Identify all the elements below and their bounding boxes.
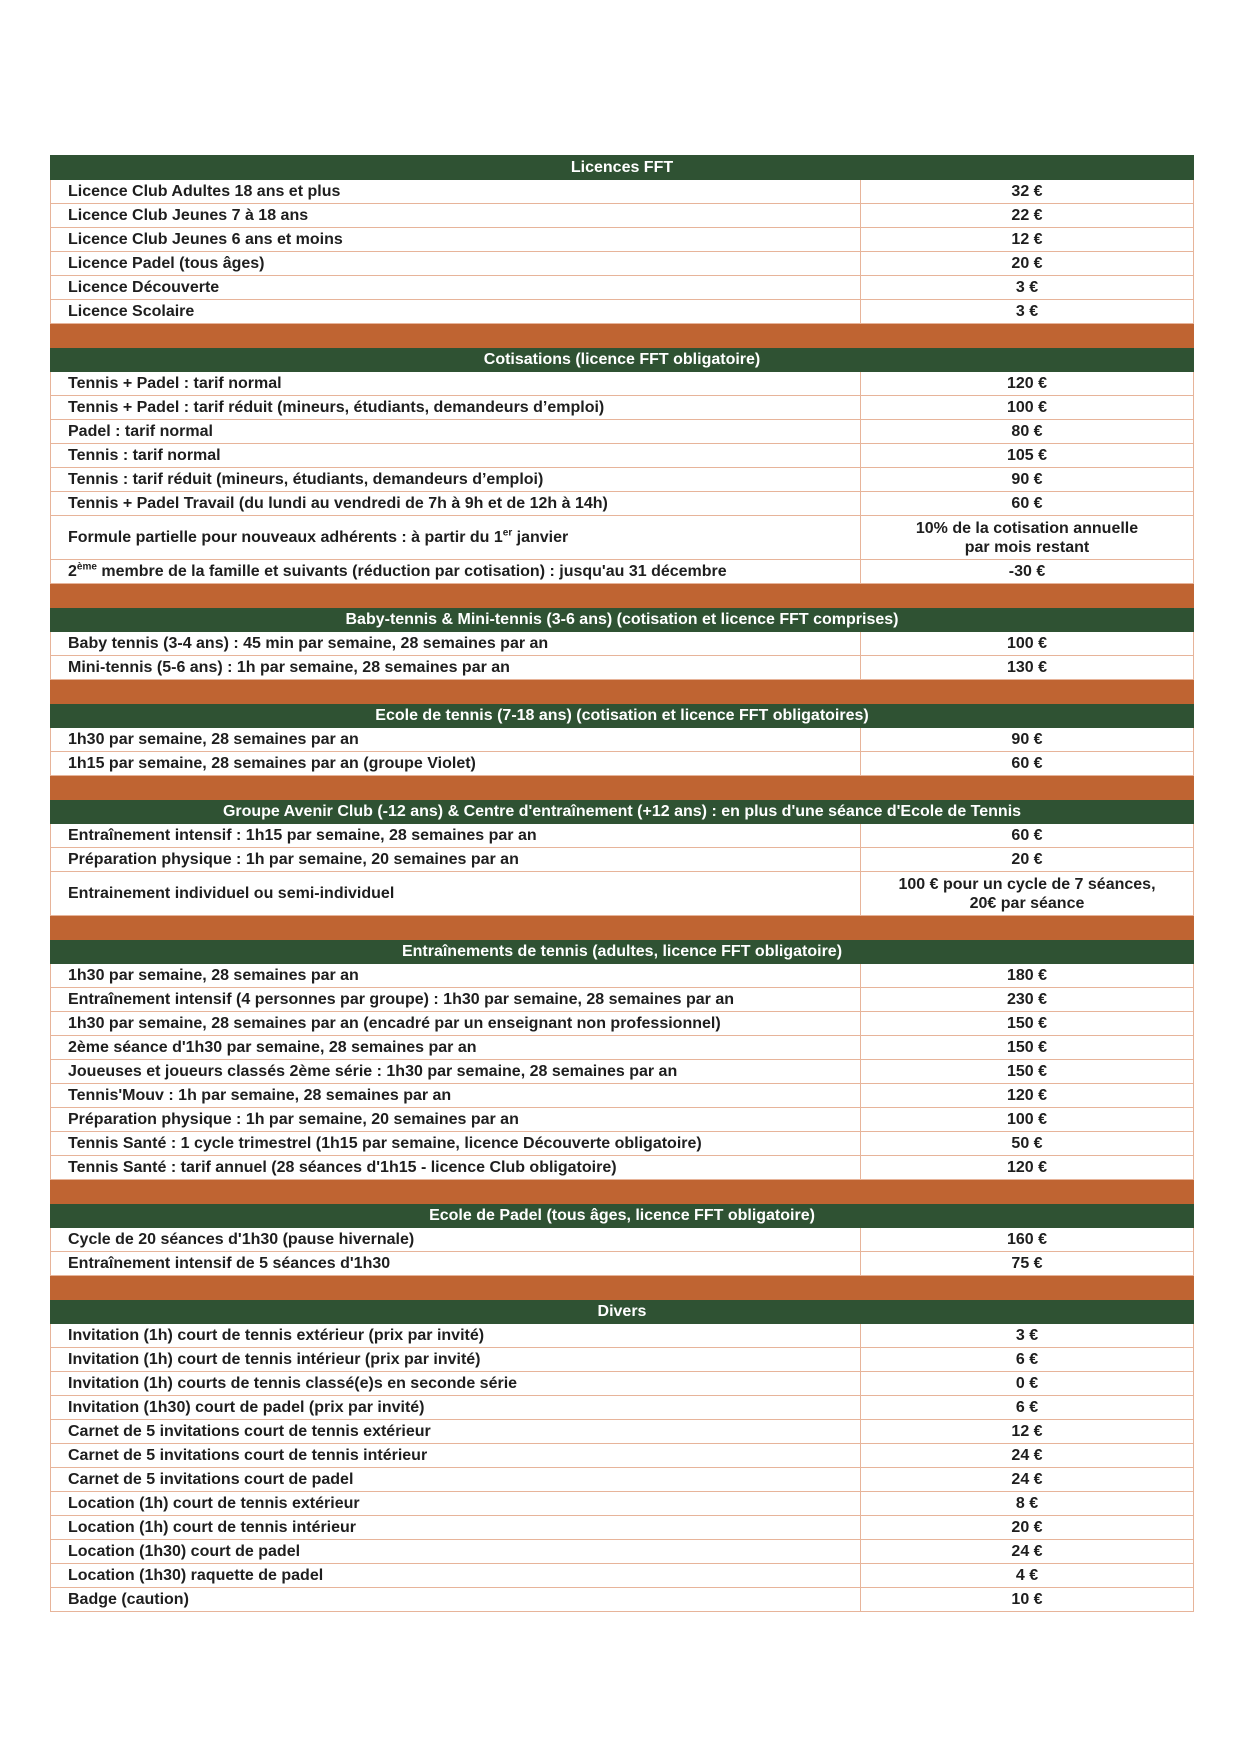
- row-price: 150 €: [861, 1060, 1194, 1084]
- row-price: 3 €: [861, 300, 1194, 324]
- row-price: 120 €: [861, 372, 1194, 396]
- row-price: 24 €: [861, 1540, 1194, 1564]
- row-price: 24 €: [861, 1444, 1194, 1468]
- row-label: Joueuses et joueurs classés 2ème série : 1h30 par semaine, 28 semaines par an: [51, 1060, 861, 1084]
- section-title: Cotisations (licence FFT obligatoire): [51, 348, 1194, 372]
- row-label: Licence Club Jeunes 7 à 18 ans: [51, 204, 861, 228]
- row-price: 6 €: [861, 1396, 1194, 1420]
- row-price: 105 €: [861, 444, 1194, 468]
- price-row: [51, 1156, 1194, 1180]
- row-price: 4 €: [861, 1564, 1194, 1588]
- row-price: [861, 872, 1194, 916]
- separator-cell: [51, 1276, 1194, 1300]
- row-price: 3 €: [861, 1324, 1194, 1348]
- row-label: [51, 516, 861, 560]
- row-price: 90 €: [861, 728, 1194, 752]
- row-label: Entraînement intensif de 5 séances d'1h30: [51, 1252, 861, 1276]
- section-separator: [51, 916, 1194, 940]
- row-price: 160 €: [861, 1228, 1194, 1252]
- price-row: [51, 1396, 1194, 1420]
- price-row: [51, 444, 1194, 468]
- row-label: Padel : tarif normal: [51, 420, 861, 444]
- separator-cell: [51, 680, 1194, 704]
- price-row: [51, 728, 1194, 752]
- section-separator: [51, 680, 1194, 704]
- row-label: 1h30 par semaine, 28 semaines par an: [51, 964, 861, 988]
- section-separator: [51, 584, 1194, 608]
- price-row: [51, 372, 1194, 396]
- price-row: [51, 1228, 1194, 1252]
- row-price: 20 €: [861, 848, 1194, 872]
- row-price: 6 €: [861, 1348, 1194, 1372]
- price-row: [51, 1108, 1194, 1132]
- row-label: Location (1h) court de tennis intérieur: [51, 1516, 861, 1540]
- row-price: 12 €: [861, 228, 1194, 252]
- price-row: [51, 300, 1194, 324]
- row-price: 10 €: [861, 1588, 1194, 1612]
- section-header: [51, 1300, 1194, 1324]
- row-label: Tennis + Padel Travail (du lundi au vendredi de 7h à 9h et de 12h à 14h): [51, 492, 861, 516]
- row-price: [861, 516, 1194, 560]
- row-label: Invitation (1h) courts de tennis classé(e)s en seconde série: [51, 1372, 861, 1396]
- label-superscript: er: [502, 527, 513, 539]
- row-label: Mini-tennis (5-6 ans) : 1h par semaine, 28 semaines par an: [51, 656, 861, 680]
- row-price: 150 €: [861, 1012, 1194, 1036]
- row-label: Licence Padel (tous âges): [51, 252, 861, 276]
- row-label: Tennis Santé : tarif annuel (28 séances d'1h15 - licence Club obligatoire): [51, 1156, 861, 1180]
- row-label: Préparation physique : 1h par semaine, 20 semaines par an: [51, 1108, 861, 1132]
- row-label: Tennis + Padel : tarif normal: [51, 372, 861, 396]
- row-label: 2ème séance d'1h30 par semaine, 28 semaines par an: [51, 1036, 861, 1060]
- price-line: 100 € pour un cycle de 7 séances,: [898, 875, 1156, 893]
- row-price: 150 €: [861, 1036, 1194, 1060]
- price-row: [51, 204, 1194, 228]
- row-price: 230 €: [861, 988, 1194, 1012]
- row-label: Carnet de 5 invitations court de tennis extérieur: [51, 1420, 861, 1444]
- price-row: [51, 1564, 1194, 1588]
- price-row: [51, 872, 1194, 916]
- price-line: 10% de la cotisation annuelle: [915, 519, 1139, 537]
- row-label: Entrainement individuel ou semi-individuel: [51, 872, 861, 916]
- price-row: [51, 516, 1194, 560]
- row-label: Location (1h30) raquette de padel: [51, 1564, 861, 1588]
- row-price: 60 €: [861, 824, 1194, 848]
- section-separator: [51, 1276, 1194, 1300]
- row-price: -30 €: [861, 560, 1194, 584]
- row-price: 130 €: [861, 656, 1194, 680]
- row-price: 90 €: [861, 468, 1194, 492]
- price-row: [51, 180, 1194, 204]
- row-label: Cycle de 20 séances d'1h30 (pause hivernale): [51, 1228, 861, 1252]
- price-row: [51, 848, 1194, 872]
- section-title: Groupe Avenir Club (-12 ans) & Centre d'entraînement (+12 ans) : en plus d'une séance d'Ecole de Tennis: [51, 800, 1194, 824]
- row-price: 32 €: [861, 180, 1194, 204]
- row-price: 60 €: [861, 752, 1194, 776]
- row-label: Location (1h30) court de padel: [51, 1540, 861, 1564]
- row-price: 60 €: [861, 492, 1194, 516]
- label-text: janvier: [512, 529, 569, 546]
- section-separator: [51, 324, 1194, 348]
- section-title: Entraînements de tennis (adultes, licence FFT obligatoire): [51, 940, 1194, 964]
- price-row: [51, 252, 1194, 276]
- row-label: Baby tennis (3-4 ans) : 45 min par semaine, 28 semaines par an: [51, 632, 861, 656]
- price-row: [51, 1252, 1194, 1276]
- separator-cell: [51, 324, 1194, 348]
- section-header: [51, 940, 1194, 964]
- price-row: [51, 964, 1194, 988]
- price-row: [51, 1324, 1194, 1348]
- row-price: 12 €: [861, 1420, 1194, 1444]
- separator-cell: [51, 776, 1194, 800]
- price-row: [51, 1012, 1194, 1036]
- row-label: 1h30 par semaine, 28 semaines par an (encadré par un enseignant non professionnel): [51, 1012, 861, 1036]
- price-row: [51, 656, 1194, 680]
- section-title: Baby-tennis & Mini-tennis (3-6 ans) (cotisation et licence FFT comprises): [51, 608, 1194, 632]
- price-line: 20€ par séance: [969, 894, 1085, 912]
- separator-cell: [51, 1180, 1194, 1204]
- section-header: [51, 1204, 1194, 1228]
- label-text: 2: [68, 563, 77, 580]
- price-row: [51, 1372, 1194, 1396]
- row-label: Invitation (1h30) court de padel (prix par invité): [51, 1396, 861, 1420]
- row-price: 180 €: [861, 964, 1194, 988]
- section-header: [51, 800, 1194, 824]
- row-price: 100 €: [861, 1108, 1194, 1132]
- price-row: [51, 492, 1194, 516]
- price-row: [51, 276, 1194, 300]
- row-label: Licence Scolaire: [51, 300, 861, 324]
- row-label: 1h30 par semaine, 28 semaines par an: [51, 728, 861, 752]
- row-label: [51, 560, 861, 584]
- row-price: 8 €: [861, 1492, 1194, 1516]
- row-price: 22 €: [861, 204, 1194, 228]
- row-price: 80 €: [861, 420, 1194, 444]
- section-title: Licences FFT: [51, 156, 1194, 180]
- row-label: Tennis : tarif réduit (mineurs, étudiants, demandeurs d’emploi): [51, 468, 861, 492]
- row-label: Invitation (1h) court de tennis intérieur (prix par invité): [51, 1348, 861, 1372]
- row-price: 100 €: [861, 632, 1194, 656]
- price-row: [51, 1492, 1194, 1516]
- row-label: Tennis'Mouv : 1h par semaine, 28 semaines par an: [51, 1084, 861, 1108]
- price-row: [51, 824, 1194, 848]
- price-row: [51, 1084, 1194, 1108]
- row-label: Licence Découverte: [51, 276, 861, 300]
- section-separator: [51, 776, 1194, 800]
- price-row: [51, 1132, 1194, 1156]
- price-table: [50, 155, 1194, 1612]
- price-row: [51, 1060, 1194, 1084]
- price-row: [51, 632, 1194, 656]
- row-label: Badge (caution): [51, 1588, 861, 1612]
- row-label: Tennis + Padel : tarif réduit (mineurs, étudiants, demandeurs d’emploi): [51, 396, 861, 420]
- row-price: 3 €: [861, 276, 1194, 300]
- row-label: 1h15 par semaine, 28 semaines par an (groupe Violet): [51, 752, 861, 776]
- price-row: [51, 1588, 1194, 1612]
- price-row: [51, 468, 1194, 492]
- price-row: [51, 420, 1194, 444]
- row-label: Location (1h) court de tennis extérieur: [51, 1492, 861, 1516]
- row-label: Carnet de 5 invitations court de tennis intérieur: [51, 1444, 861, 1468]
- row-label: Entraînement intensif : 1h15 par semaine, 28 semaines par an: [51, 824, 861, 848]
- row-label: Tennis Santé : 1 cycle trimestrel (1h15 par semaine, licence Découverte obligatoire): [51, 1132, 861, 1156]
- section-header: [51, 704, 1194, 728]
- row-price: 50 €: [861, 1132, 1194, 1156]
- row-label: Carnet de 5 invitations court de padel: [51, 1468, 861, 1492]
- price-row: [51, 1540, 1194, 1564]
- price-row: [51, 1468, 1194, 1492]
- price-row: [51, 1420, 1194, 1444]
- section-separator: [51, 1180, 1194, 1204]
- section-title: Ecole de tennis (7-18 ans) (cotisation et licence FFT obligatoires): [51, 704, 1194, 728]
- separator-cell: [51, 916, 1194, 940]
- price-row: [51, 1444, 1194, 1468]
- label-text: Formule partielle pour nouveaux adhérents : à partir du 1: [68, 529, 503, 546]
- price-row: [51, 1348, 1194, 1372]
- label-text: membre de la famille et suivants (réduction par cotisation) : jusqu'au 31 décembre: [96, 563, 727, 580]
- section-title: Ecole de Padel (tous âges, licence FFT obligatoire): [51, 1204, 1194, 1228]
- row-label: Invitation (1h) court de tennis extérieur (prix par invité): [51, 1324, 861, 1348]
- row-price: 24 €: [861, 1468, 1194, 1492]
- row-price: 100 €: [861, 396, 1194, 420]
- separator-cell: [51, 584, 1194, 608]
- row-price: 0 €: [861, 1372, 1194, 1396]
- price-row: [51, 988, 1194, 1012]
- section-header: [51, 348, 1194, 372]
- price-row: [51, 1036, 1194, 1060]
- row-price: 20 €: [861, 252, 1194, 276]
- section-header: [51, 156, 1194, 180]
- price-row: [51, 396, 1194, 420]
- row-label: Licence Club Adultes 18 ans et plus: [51, 180, 861, 204]
- row-price: 120 €: [861, 1084, 1194, 1108]
- price-line: par mois restant: [964, 538, 1090, 556]
- section-header: [51, 608, 1194, 632]
- row-label: Entraînement intensif (4 personnes par groupe) : 1h30 par semaine, 28 semaines par an: [51, 988, 861, 1012]
- row-price: 20 €: [861, 1516, 1194, 1540]
- row-label: Tennis : tarif normal: [51, 444, 861, 468]
- price-row: [51, 560, 1194, 584]
- row-price: 120 €: [861, 1156, 1194, 1180]
- price-row: [51, 228, 1194, 252]
- row-price: 75 €: [861, 1252, 1194, 1276]
- row-label: Licence Club Jeunes 6 ans et moins: [51, 228, 861, 252]
- row-label: Préparation physique : 1h par semaine, 20 semaines par an: [51, 848, 861, 872]
- section-title: Divers: [51, 1300, 1194, 1324]
- label-superscript: ème: [76, 561, 97, 573]
- price-row: [51, 752, 1194, 776]
- price-row: [51, 1516, 1194, 1540]
